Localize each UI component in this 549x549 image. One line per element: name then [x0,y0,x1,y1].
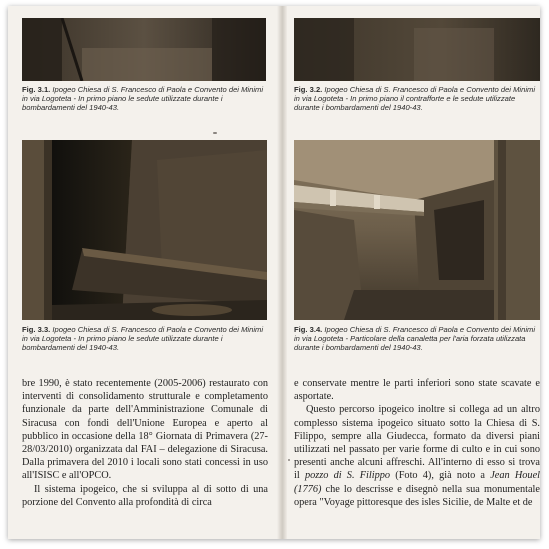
caption-text: Ipogeo Chiesa di S. Francesco di Paola e Convento dei Minimi in via Logoteta - In primo piano il contrafforte e le sedute utilizzate durante i bombardamenti del 1940-43. [294,85,536,112]
book-spread [8,6,540,539]
caption-text: Ipogeo Chiesa di S. Francesco di Paola e Convento dei Minimi in via Logoteta - In primo piano le sedute utilizzate durante i bombardamenti del 1940-43. [22,325,264,352]
body-paragraph: e conservate mentre le parti inferiori sono state scavate e asportate. [294,378,540,403]
caption-number: Fig. 3.3. [22,325,51,334]
caption-number: Fig. 3.4. [294,325,323,334]
italic-term: pozzo di S. Filippo [304,470,391,482]
photo-fig-3-1 [22,18,266,81]
caption-fig-3-4 [294,325,540,352]
body-paragraph: bre 1990, è stato recentemente (2005-2006) restaurato con interventi di consolidamento strutturale e completamento funzionale da parte dell'Amministrazione Comunale di Siracusa con fondi dell'Unione Europea e aperto al pubblico in occasione della 18° Giornata di Primavera (27-28/03/2010) organizzata dal FAI – delegazione di Siracusa. Dalla primavera del 2010 i locali sono stati concessi in uso all'ISISC e all'OPCO. [22,378,268,482]
paragraph-text: (Foto 4), già noto a [390,470,491,482]
caption-fig-3-1 [22,85,267,112]
print-mark [213,132,217,134]
caption-fig-3-2 [294,85,540,112]
caption-number: Fig. 3.1. [22,85,51,94]
caption-number: Fig. 3.2. [294,85,323,94]
left-text-column [22,377,268,509]
paragraph-text: Questo percorso ipogeico inoltre si collega ad un altro complesso sistema ipogeico situato sotto la Chiesa di S. Filippo, sempre alla Giudecca, formato da diversi piani utilizzati nel passato per varie forme di culto e in cui sono presenti anche alcuni affreschi. All'interno di esso si trova il [294,404,540,482]
body-paragraph [294,403,540,509]
caption-text: Ipogeo Chiesa di S. Francesco di Paola e Convento dei Minimi in via Logoteta - In primo piano le sedute utilizzate durante i bombardamenti del 1940-43. [22,85,264,112]
photo-fig-3-2 [294,18,540,81]
paragraph-text: che lo descrisse e disegnò nella sua monumentale opera "Voyage pittoresque des isles Sicilie, de Malte et de [294,483,540,508]
right-text-column [294,377,540,509]
photo-fig-3-3 [22,140,267,320]
photo-fig-3-4 [294,140,540,320]
caption-fig-3-3 [22,325,267,352]
print-mark [288,459,290,461]
caption-text: Ipogeo Chiesa di S. Francesco di Paola e Convento dei Minimi in via Logoteta - Particolare della canaletta per l'aria forzata utilizzata durante i bombardamenti del 1940-43. [294,325,536,352]
body-paragraph: Il sistema ipogeico, che si sviluppa al di sotto di una porzione del Convento alla profondità di circa [22,483,268,508]
italic-term: Jean Houel (1776) [294,470,540,495]
book-spine [277,6,287,539]
